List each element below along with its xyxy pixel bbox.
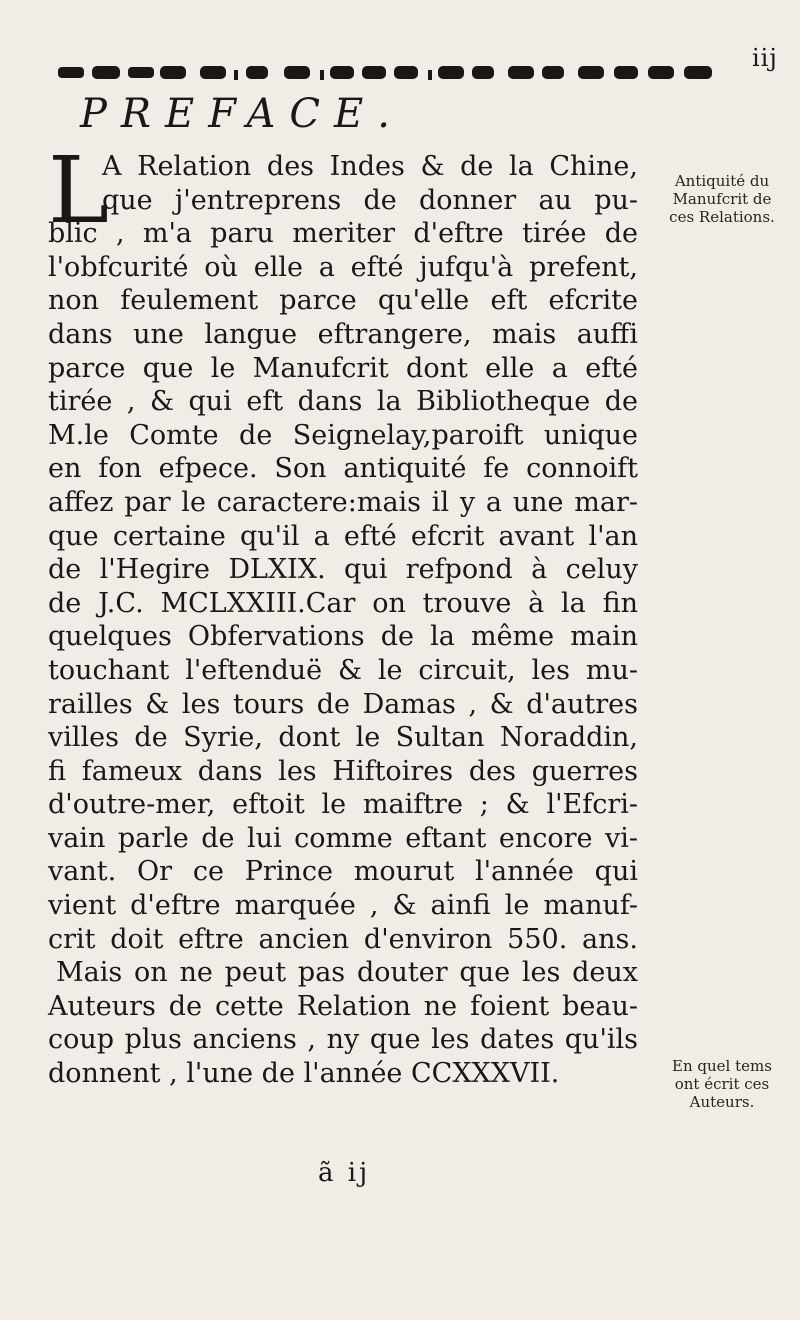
margin-note-line: Manufcrit de bbox=[672, 190, 772, 208]
margin-note-line: ces Relations. bbox=[669, 208, 775, 226]
text-line: affez par le caractere:mais il y a une mar- bbox=[48, 486, 638, 518]
text-line: A Relation des Indes & de la Chine, bbox=[102, 151, 638, 182]
margin-note-line: Auteurs. bbox=[689, 1093, 755, 1111]
text-line: coup plus anciens , ny que les dates qu'ils bbox=[48, 1024, 638, 1056]
headpiece-ornament bbox=[58, 58, 750, 86]
text-line: dans une langue eftrangere, mais auffi bbox=[48, 318, 638, 350]
text-line: de J.C. MCLXXIII.Car on trouve à la fin bbox=[48, 587, 638, 619]
margin-note-line: En quel tems bbox=[672, 1057, 772, 1075]
margin-note-line: Antiquité du bbox=[674, 172, 770, 190]
text-line: l'obfcurité où elle a efté jufqu'à prefent, bbox=[48, 251, 638, 283]
page-number: iij bbox=[752, 44, 778, 72]
text-line: touchant l'eftenduë & le circuit, les mu- bbox=[48, 654, 638, 686]
signature-mark: ã ij bbox=[318, 1158, 371, 1188]
text-line: Auteurs de cette Relation ne foient beau- bbox=[48, 990, 638, 1022]
page-title: PREFACE. bbox=[80, 91, 404, 137]
text-line: que j'entreprens de donner au pu- bbox=[102, 184, 638, 216]
text-line: railles & les tours de Damas , & d'autres bbox=[48, 688, 638, 720]
text-line: blic , m'a paru meriter d'eftre tirée de bbox=[48, 218, 638, 250]
text-line: non feulement parce qu'elle eft efcrite bbox=[48, 285, 638, 317]
text-line: en fon efpece. Son antiquité fe connoift bbox=[48, 453, 638, 485]
text-line: parce que le Manufcrit dont elle a efté bbox=[48, 352, 638, 384]
text-line: d'outre-mer, eftoit le maiftre ; & l'Efcri- bbox=[48, 789, 638, 821]
body-text bbox=[48, 137, 638, 1091]
margin-note-antiquity bbox=[644, 172, 800, 226]
drop-cap: L bbox=[48, 137, 110, 244]
text-line: que certaine qu'il a efté efcrit avant l'an bbox=[48, 520, 638, 552]
text-line: vant. Or ce Prince mourut l'année qui bbox=[48, 856, 638, 888]
text-line: donnent , l'une de l'année CCXXXVII. bbox=[48, 1058, 560, 1090]
text-line: quelques Obfervations de la même main bbox=[48, 621, 638, 653]
text-line: vient d'eftre marquée , & ainfi le manuf- bbox=[48, 890, 638, 922]
text-line: de l'Hegire DLXIX. qui refpond à celuy bbox=[48, 554, 638, 586]
text-line: fi fameux dans les Hiftoires des guerres bbox=[48, 755, 638, 787]
margin-note-line: ont écrit ces bbox=[674, 1075, 770, 1093]
text-line: villes de Syrie, dont le Sultan Noraddin, bbox=[48, 722, 638, 754]
margin-note-authors bbox=[644, 1057, 800, 1111]
text-line: crit doit eftre ancien d'environ 550. ans. bbox=[48, 923, 638, 955]
text-line: vain parle de lui comme eftant encore vi- bbox=[48, 822, 638, 854]
text-line: M.le Comte de Seignelay,paroift unique bbox=[48, 419, 638, 451]
text-line: tirée , & qui eft dans la Bibliotheque de bbox=[48, 386, 638, 418]
text-line: Mais on ne peut pas douter que les deux bbox=[56, 957, 638, 989]
